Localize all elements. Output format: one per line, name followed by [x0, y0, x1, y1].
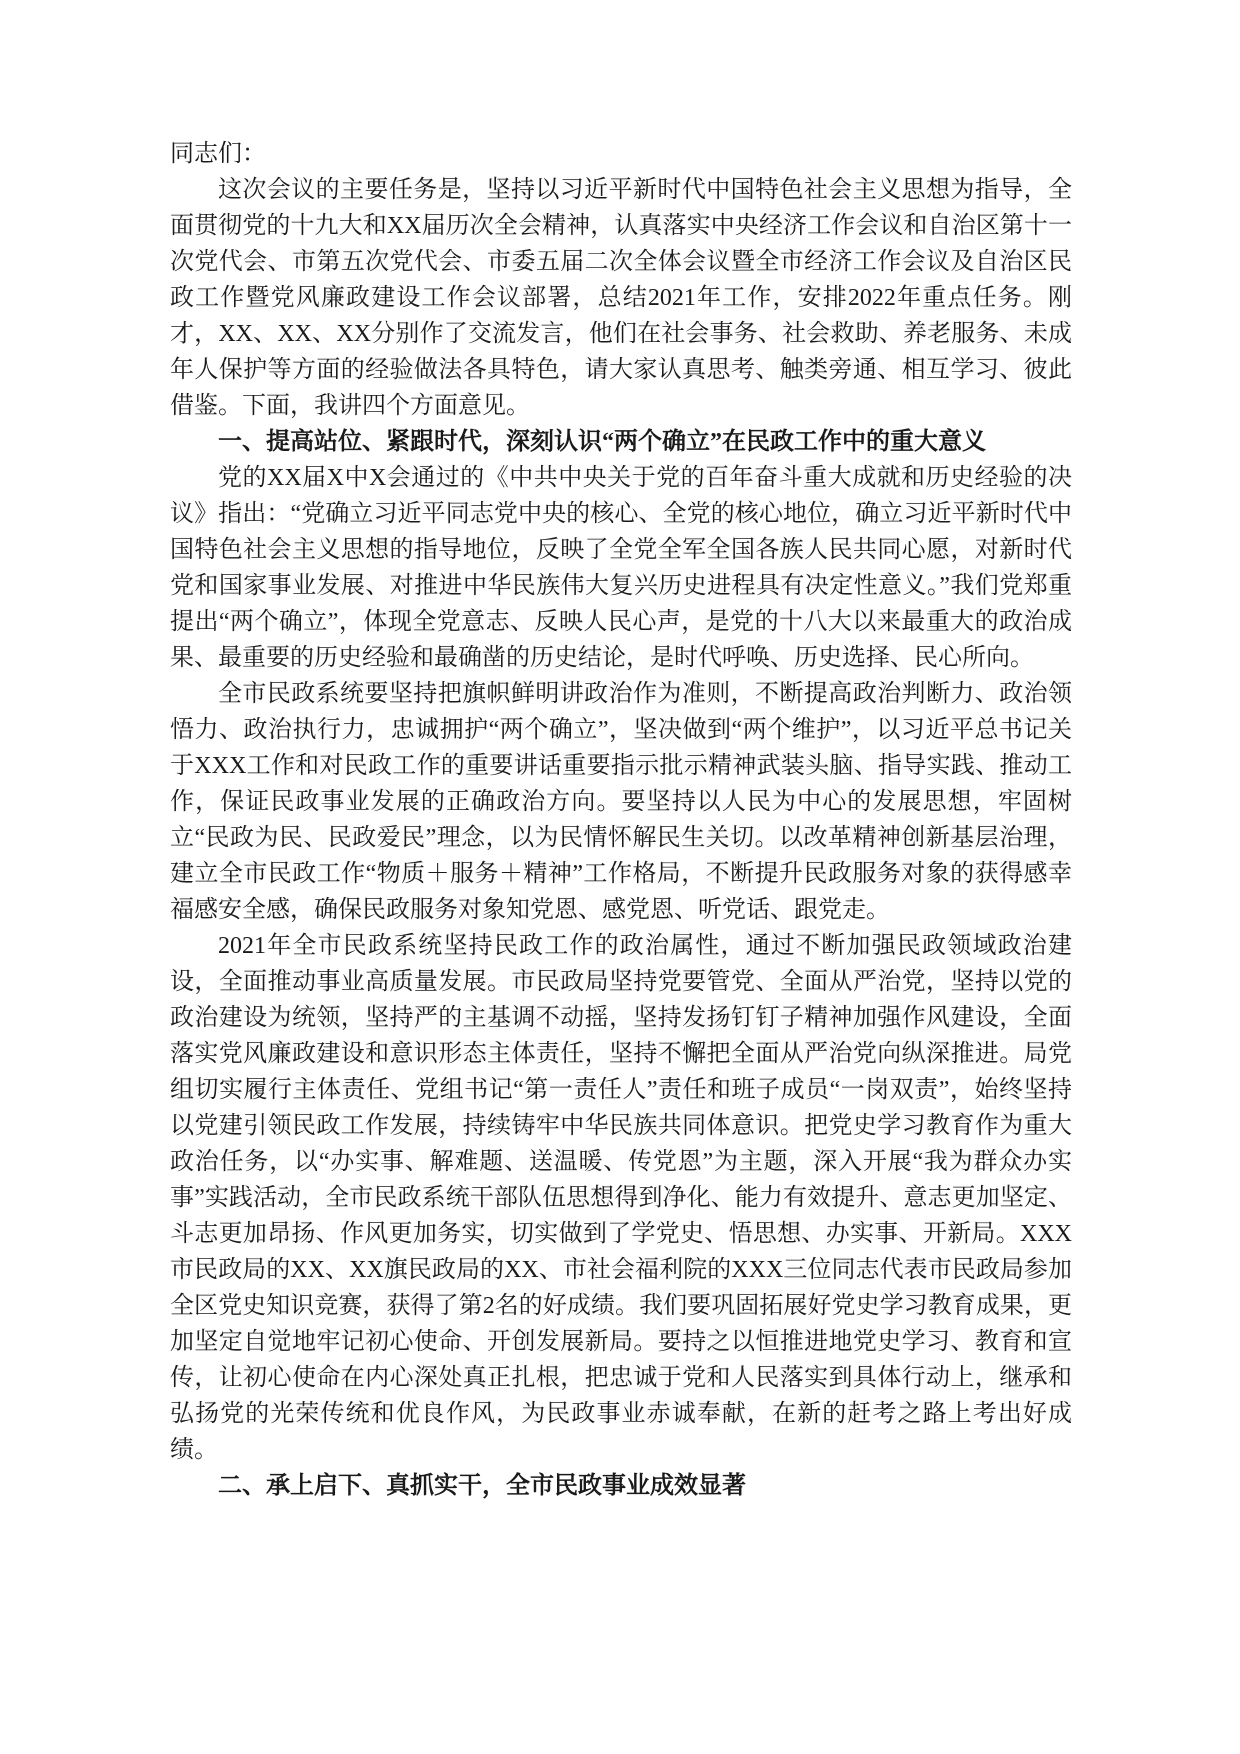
paragraph-meeting-tasks: 这次会议的主要任务是，坚持以习近平新时代中国特色社会主义思想为指导，全面贯彻党的十九大和XX届历次全会精神，认真落实中央经济工作会议和自治区第十一次党代会、市第五次党代会、市委五届二次全体会议暨全市经济工作会议及自治区民政工作暨党风廉政建设工作会议部署，总结2021年工作，安排2022年重点任务。刚才，XX、XX、XX分别作了交流发言，他们在社会事务、社会救助、养老服务、未成年人保护等方面的经验做法各具特色，请大家认真思考、触类旁通、相互学习、彼此借鉴。下面，我讲四个方面意见。 [170, 177, 1072, 419]
section-heading-1: 一、提高站位、紧跟时代，深刻认识“两个确立”在民政工作中的重大意义 [218, 429, 986, 455]
paragraph-resolution: 党的XX届X中X会通过的《中共中央关于党的百年奋斗重大成就和历史经验的决议》指出：“党确立习近平同志党中央的核心、全党的核心地位，确立习近平新时代中国特色社会主义思想的指导地位，反映了全党全军全国各族人民共同心愿，对新时代党和国家事业发展、对推进中华民族伟大复兴历史进程具有决定性意义。”我们党郑重提出“两个确立”，体现全党意志、反映人民心声，是党的十八大以来最重大的政治成果、最重要的历史经验和最确凿的历史结论，是时代呼唤、历史选择、民心所向。 [170, 465, 1072, 671]
salutation: 同志们： [170, 141, 266, 167]
section-heading-2: 二、承上启下、真抓实干，全市民政事业成效显著 [218, 1473, 746, 1499]
document-body [170, 136, 1072, 1504]
paragraph-civil-affairs-system: 全市民政系统要坚持把旗帜鲜明讲政治作为准则，不断提高政治判断力、政治领悟力、政治执行力，忠诚拥护“两个确立”，坚决做到“两个维护”，以习近平总书记关于XXX工作和对民政工作的重要讲话重要指示批示精神武装头脑、指导实践、推动工作，保证民政事业发展的正确政治方向。要坚持以人民为中心的发展思想，牢固树立“民政为民、民政爱民”理念，以为民情怀解民生关切。以改革精神创新基层治理，建立全市民政工作“物质＋服务＋精神”工作格局，不断提升民政服务对象的获得感幸福感安全感，确保民政服务对象知党恩、感党恩、听党话、跟党走。 [170, 681, 1072, 923]
paragraph-2021-review: 2021年全市民政系统坚持民政工作的政治属性，通过不断加强民政领域政治建设，全面推动事业高质量发展。市民政局坚持党要管党、全面从严治党，坚持以党的政治建设为统领，坚持严的主基调不动摇，坚持发扬钉钉子精神加强作风建设，全面落实党风廉政建设和意识形态主体责任，坚持不懈把全面从严治党向纵深推进。局党组切实履行主体责任、党组书记“第一责任人”责任和班子成员“一岗双责”，始终坚持以党建引领民政工作发展，持续铸牢中华民族共同体意识。把党史学习教育作为重大政治任务，以“办实事、解难题、送温暖、传党恩”为主题，深入开展“我为群众办实事”实践活动，全市民政系统干部队伍思想得到净化、能力有效提升、意志更加坚定、斗志更加昂扬、作风更加务实，切实做到了学党史、悟思想、办实事、开新局。XXX市民政局的XX、XX旗民政局的XX、市社会福利院的XXX三位同志代表市民政局参加全区党史知识竞赛，获得了第2名的好成绩。我们要巩固拓展好党史学习教育成果，更加坚定自觉地牢记初心使命、开创发展新局。要持之以恒推进地党史学习、教育和宣传，让初心使命在内心深处真正扎根，把忠诚于党和人民落实到具体行动上，继承和弘扬党的光荣传统和优良作风，为民政事业赤诚奉献，在新的赶考之路上考出好成绩。 [170, 933, 1072, 1463]
